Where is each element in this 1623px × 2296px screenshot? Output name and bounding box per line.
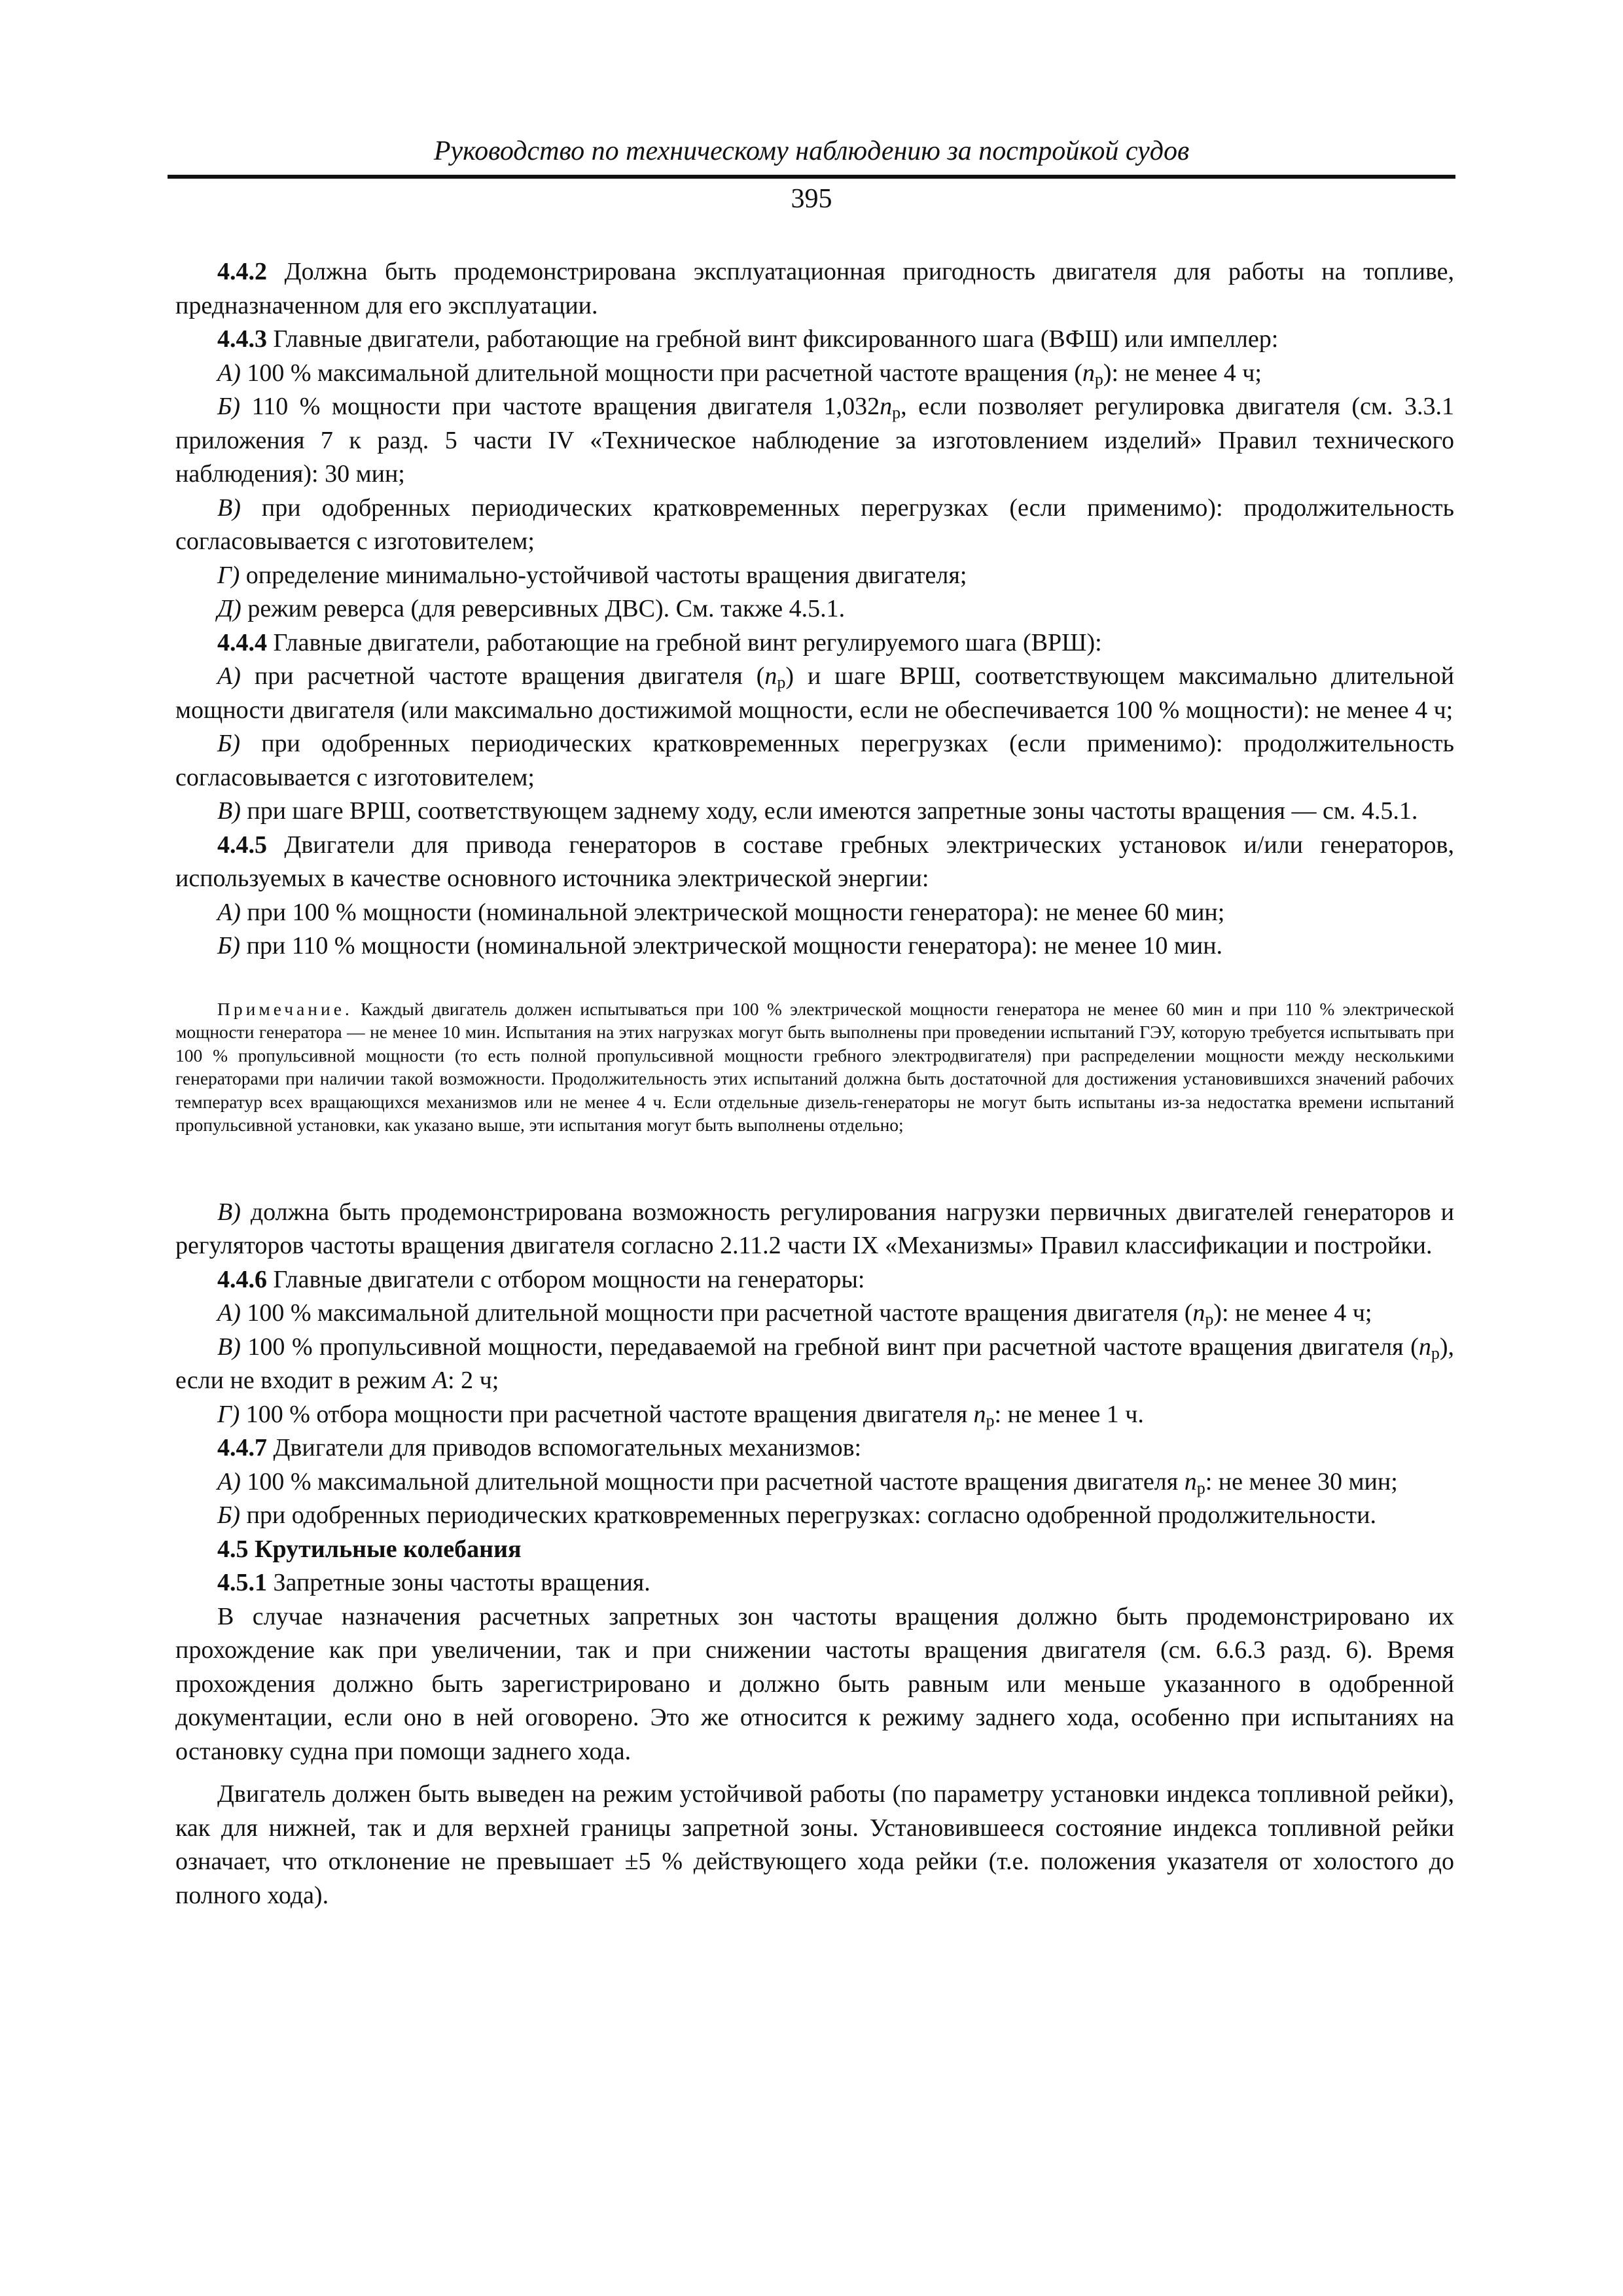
note-label: Примечание. <box>217 998 353 1019</box>
paragraph-4-5-1-body-2: Двигатель должен быть выведен на режим устойчивой работы (по параметру установки индекса топливной рейки), как для нижней, так и для верхней границы запретной зоны. Установившееся состояние индекса топливной рейки означает, что отклонение не превышает ±5 % действующего хода рейки (т.е. положения указателя от холостого до полного хода). <box>175 1780 1454 1909</box>
mode-reference: А <box>432 1367 448 1394</box>
paragraph-4-4-3 <box>175 323 1454 357</box>
paragraph-text: Должна быть продемонстрирована эксплуатационная пригодность двигателя для работы на топливе, предназначенном для его эксплуатации. <box>175 258 1454 319</box>
clause-number: 4.4.6 <box>217 1265 267 1293</box>
note-block <box>175 997 1454 1137</box>
symbol-subscript: р <box>1431 1343 1440 1363</box>
item-label: В) <box>217 1333 241 1361</box>
item-label: Б) <box>217 393 241 420</box>
paragraph-4-5-1-body-1: В случае назначения расчетных запретных зон частоты вращения должно быть продемонстрировано их прохождение как при увеличении, так и при снижении частоты вращения двигателя (см. 6.6.3 разд. 6). Время прохождения должно быть зарегистрировано и должно быть равным или меньше указанного в одобренной документации, если оно в ней оговорено. Это же относится к режиму заднего хода, особенно при испытаниях на остановку судна при помощи заднего хода. <box>175 1602 1454 1765</box>
item-4-4-3-d <box>175 592 1454 626</box>
document-body <box>175 255 1454 1912</box>
item-label: В) <box>217 1198 241 1226</box>
item-label: Б) <box>217 730 241 757</box>
item-4-4-3-v <box>175 492 1454 559</box>
item-text: ), если не входит в режим <box>175 1333 1454 1394</box>
paragraph-text: Главные двигатели с отбором мощности на генераторы: <box>267 1265 865 1293</box>
note-paragraph <box>175 997 1454 1137</box>
clause-number: 4.4.3 <box>217 325 267 353</box>
item-text: , если позволяет регулировка двигателя (см. 3.3.1 приложения 7 к разд. 5 части IV «Техническое наблюдение за изготовлением изделий» Правил технического наблюдения): 30 мин; <box>175 393 1454 488</box>
item-4-4-4-b <box>175 727 1454 795</box>
paragraph-text: Двигатели для приводов вспомогательных механизмов: <box>267 1434 862 1462</box>
symbol-n: n <box>1418 1333 1431 1361</box>
item-label: А) <box>217 359 241 387</box>
item-text: при 100 % мощности (номинальной электрической мощности генератора): не менее 60 мин; <box>240 898 1225 926</box>
item-4-4-7-b <box>175 1499 1454 1533</box>
symbol-subscript: р <box>986 1410 995 1430</box>
item-text: ): не менее 4 ч; <box>1213 1299 1372 1327</box>
item-text: 100 % максимальной длительной мощности при расчетной частоте вращения двигателя <box>240 1467 1185 1496</box>
item-label: В) <box>217 493 241 522</box>
section-heading-4-5 <box>175 1533 1454 1567</box>
item-label: Г) <box>217 561 240 589</box>
item-label: В) <box>217 797 241 825</box>
item-4-4-4-a <box>175 660 1454 727</box>
symbol-subscript: р <box>892 403 901 422</box>
item-text: при 110 % мощности (номинальной электрической мощности генератора): не менее 10 мин. <box>240 932 1223 960</box>
running-title: Руководство по техническому наблюдению за постройкой судов <box>433 136 1190 166</box>
item-4-4-3-a <box>175 357 1454 391</box>
item-text: 100 % пропульсивной мощности, передаваемой на гребной винт при расчетной частоте вращения двигателя ( <box>240 1333 1419 1361</box>
item-text: ) и шаге ВРШ, соответствующем максимально длительной мощности двигателя (или максимально достижимой мощности, если не обеспечивается 100 % мощности): не менее 4 ч; <box>175 662 1454 724</box>
item-label: Б) <box>217 932 241 960</box>
paragraph-4-4-7 <box>175 1431 1454 1465</box>
item-text: при одобренных периодических кратковременных перегрузках (если применимо): продолжительность согласовывается с изготовителем; <box>175 730 1454 791</box>
item-text: должна быть продемонстрирована возможность регулирования нагрузки первичных двигателей генераторов и регуляторов частоты вращения двигателя согласно 2.11.2 части IX «Механизмы» Правил классификации и постройки. <box>175 1198 1454 1259</box>
symbol-n: n <box>880 393 893 420</box>
item-text: 100 % отбора мощности при расчетной частоте вращения двигателя <box>240 1400 974 1428</box>
item-text: при шаге ВРШ, соответствующем заднему ходу, если имеются запретные зоны частоты вращения — см. 4.5.1. <box>240 797 1418 825</box>
item-4-4-6-a <box>175 1297 1454 1331</box>
item-text: : 2 ч; <box>448 1367 499 1394</box>
item-4-4-7-a <box>175 1465 1454 1499</box>
item-label: Д) <box>217 595 241 622</box>
section-heading: 4.5 Крутильные колебания <box>217 1535 522 1563</box>
paragraph-4-4-6 <box>175 1263 1454 1297</box>
symbol-n: n <box>1192 1299 1205 1327</box>
symbol-subscript: р <box>777 673 786 692</box>
item-text: определение минимально-устойчивой частоты вращения двигателя; <box>240 561 967 589</box>
item-text: при одобренных периодических кратковременных перегрузках (если применимо): продолжительность согласовывается с изготовителем; <box>175 493 1454 555</box>
clause-number: 4.4.5 <box>217 831 267 859</box>
clause-number: 4.4.2 <box>217 258 267 285</box>
paragraph-4-4-4 <box>175 626 1454 660</box>
symbol-subscript: р <box>1205 1310 1214 1329</box>
symbol-n: n <box>1184 1467 1197 1496</box>
item-text: 100 % максимальной длительной мощности при расчетной частоте вращения двигателя ( <box>240 1299 1193 1327</box>
item-label: А) <box>217 1467 241 1496</box>
item-label: А) <box>217 898 241 926</box>
item-text: 110 % мощности при частоте вращения двигателя 1,032 <box>240 393 880 420</box>
item-4-4-6-v <box>175 1331 1454 1398</box>
item-label: Б) <box>217 1501 241 1529</box>
paragraph-text: Запретные зоны частоты вращения. <box>267 1569 651 1596</box>
item-text: ): не менее 4 ч; <box>1103 359 1262 387</box>
paragraph-text: Главные двигатели, работающие на гребной винт регулируемого шага (ВРШ): <box>267 628 1102 656</box>
item-4-4-5-b <box>175 929 1454 963</box>
clause-number: 4.4.7 <box>217 1434 267 1462</box>
item-4-4-3-b <box>175 390 1454 492</box>
paragraph-4-4-2 <box>175 255 1454 323</box>
item-label: А) <box>217 662 241 690</box>
symbol-n: n <box>1082 359 1095 387</box>
note-text: Каждый двигатель должен испытываться при 100 % электрической мощности генератора не менее 60 мин и при 110 % электрической мощности генератора — не менее 10 мин. Испытания на этих нагрузках могут быть выполнены при проведении испытаний ГЭУ, которую требуется испытывать при 100 % пропульсивной мощности (то есть полной пропульсивной мощности гребного электродвигателя) при распределении мощности между несколькими генераторами при наличии такой возможности. Продолжительность этих испытаний должна быть достаточной для достижения установившихся значений рабочих температур всех вращающихся механизмов или не менее 4 ч. Если отдельные дизель-генераторы не могут быть испытаны из-за недостатка времени испытаний пропульсивной установки, как указано выше, эти испытания могут быть выполнены отдельно; <box>175 998 1454 1135</box>
paragraph-4-5-1 <box>175 1566 1454 1600</box>
symbol-n: n <box>764 662 777 690</box>
item-4-4-3-g <box>175 559 1454 593</box>
clause-number: 4.4.4 <box>217 628 267 656</box>
paragraph-4-4-5 <box>175 829 1454 896</box>
item-4-4-6-g <box>175 1398 1454 1432</box>
item-4-4-5-a <box>175 896 1454 930</box>
symbol-n: n <box>973 1400 986 1428</box>
item-text: при одобренных периодических кратковременных перегрузках: согласно одобренной продолжительности. <box>240 1501 1376 1529</box>
item-4-4-5-v <box>175 1196 1454 1263</box>
page-number: 395 <box>791 184 832 214</box>
item-text: : не менее 30 мин; <box>1205 1467 1398 1496</box>
item-text: : не менее 1 ч. <box>994 1400 1144 1428</box>
paragraph-text: Главные двигатели, работающие на гребной винт фиксированного шага (ВФШ) или импеллер: <box>267 325 1279 353</box>
header-rule <box>168 175 1455 179</box>
item-text: 100 % максимальной длительной мощности при расчетной частоте вращения ( <box>240 359 1082 387</box>
paragraph-text: Двигатели для привода генераторов в составе гребных электрических установок и/или генераторов, используемых в качестве основного источника электрической энергии: <box>175 831 1454 892</box>
symbol-subscript: р <box>1094 369 1103 389</box>
item-text: режим реверса (для реверсивных ДВС). См. также 4.5.1. <box>241 595 846 622</box>
item-4-4-4-v <box>175 795 1454 829</box>
clause-number: 4.5.1 <box>217 1569 267 1596</box>
item-label: Г) <box>217 1400 240 1428</box>
item-label: А) <box>217 1299 241 1327</box>
item-text: при расчетной частоте вращения двигателя ( <box>240 662 765 690</box>
symbol-subscript: р <box>1196 1478 1205 1498</box>
